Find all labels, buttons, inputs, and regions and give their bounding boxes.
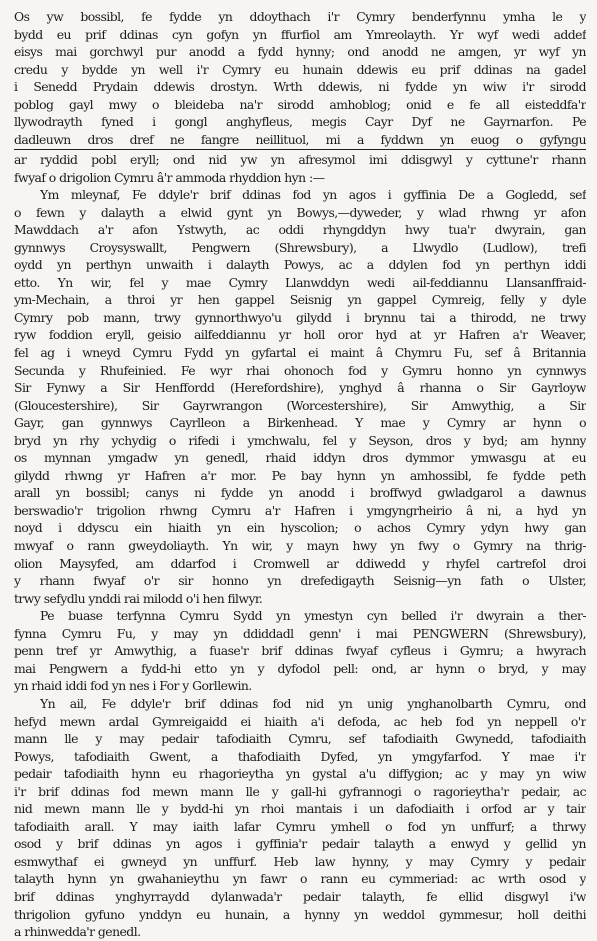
text-line: Mawddach a'r afon Ystwyth, ac oddi rhyngddyn hwy tua'r dwyrain, gan <box>14 222 586 238</box>
text-line: bydd eu prif ddinas cyn gofyn yn ffurfiol am Ymreolayth. Yr wyf wedi addef <box>14 26 586 42</box>
text-line: penn tref yr Amwythig, a fuase'r brif ddinas fwyaf cyfleus i Gymru; a hwyrach <box>14 643 586 659</box>
text-line: mann lle y may pedair tafodiaith Cymru, sef tafodiaith Gwynedd, tafodiaith <box>14 731 586 747</box>
text-line: Ym mleynaf, Fe ddyle'r brif ddinas fod yn agos i gyffinia De a Gogledd, sef <box>40 187 586 203</box>
text-line: os mynnan ymgadw yn genedl, rhaid iddyn dros dymmor ymwasgu at eu <box>14 450 586 466</box>
text-line: a rhinwedda'r genedl. <box>14 924 141 940</box>
text-line: Pe buase terfynna Cymru Sydd yn ymestyn cyn belled i'r dwyrain a ther- <box>40 608 586 624</box>
text-line: Powys, tafodiaith Gwent, a thafodiaith Dyfed, yn ymgyfarfod. Y mae i'r <box>14 748 586 764</box>
text-line: pedair tafodiaith hynn eu rhagorieytha yn gystal a'u diffygion; ac y may yn wiw <box>14 766 586 782</box>
text-line: fwyaf o drigolion Cymru â'r ammoda rhyddion hyn :— <box>14 169 325 185</box>
text-line: brif ddinas ynghyrraydd dylanwada'r pedair talayth, fe ellid disgwyl i'w <box>14 888 586 904</box>
text-line: (Gloucestershire), Sir Gayrwrangon (Worcestershire), Sir Amwythig, a Sir <box>14 397 586 413</box>
text-line: oydd yn perthyn unwaith i dalayth Powys, ac a ddylen fod yn perthyn iddi <box>14 257 586 273</box>
text-line: yn rhaid iddi fod yn nes i For y Gorllewin. <box>14 678 252 694</box>
text-line: mwyaf o rann gweydoliayth. Yn wir, y mayn hwy yn fwy o Gymry na thrig- <box>14 538 586 554</box>
text-line: Secunda y Rhufeinied. Fe wyr rhai ohonoch fod y Gymru honno yn cynnwys <box>14 362 586 378</box>
text-line: tafodiaith arall. Y may iaith lafar Cymru ymhell o fod yn unffurf; a thrwy <box>14 818 586 834</box>
text-line: fynna Cymru Fu, y may yn ddiddadl genn' i mai PENGWERN (Shrewsbury), <box>14 625 586 641</box>
text-line: o fewn y dalayth a elwid gynt yn Bowys,—dyweder, y wlad rhwng yr afon <box>14 204 586 220</box>
text-line: ryw foddion eryll, geisio ailfeddiannu yr holl oror hyd at yr Hafren a'r Weaver, <box>14 327 586 343</box>
text-line: osod y brif ddinas yn agos i gyffinia'r pedair talayth a enwyd y gellid yn <box>14 836 586 852</box>
text-line: trwy sefydlu ynddi rai milodd o'i hen filwyr. <box>14 590 263 606</box>
text-line: eisys mai gorchwyl pur anodd a fydd hynny; ond anodd ne amgen, yr wyf yn <box>14 44 586 60</box>
text-line: hefyd mewn ardal Gymreigaidd ei hiaith a'i defoda, ac heb fod yn neppell o'r <box>14 713 586 729</box>
text-line: Gayr, gan gynnwys Cayrlleon a Birkenhead. Y mae y Cymry ar hynn o <box>14 415 586 431</box>
text-line: gilydd rhwng yr Hafren a'r mor. Pe bay hynn yn amhossibl, fe fydde peth <box>14 467 586 483</box>
text-line: noyd i ddyscu ein hiaith yn ein hyscolion; o achos Cymry ydyn hwy gan <box>14 520 586 536</box>
text-line: poblog gayl mwy o bleideba na'r sirodd amhoblog; onid e fe all eisteddfa'r <box>14 96 586 112</box>
body-text <box>14 151 586 941</box>
text-line: bryd yn rhy ychydig o rifedi i ymchwalu, fel y Seyson, dros y byd; am hynny <box>14 432 586 448</box>
text-line: dadleuwn dros dref ne fangre neillituol, mi a fyddwn yn euog o gyfyngu <box>14 131 586 147</box>
text-line: berswadio'r trigolion rhwng Cymru a'r Hafren i ymgyngrheirio â ni, a hyd yn <box>14 502 586 518</box>
top-paragraph <box>14 8 586 148</box>
text-line: fel ag i wneyd Cymru Fydd yn gyfartal ei maint â Chymru Fu, sef â Britannia <box>14 345 586 361</box>
text-line: Cymry pob mann, trwy gynnorthwyo'u gilydd i brynnu tai a thirodd, ne trwy <box>14 309 586 325</box>
text-line: esmwythaf ei gwneyd yn unffurf. Heb law hynny, y may Cymry y pedair <box>14 853 586 869</box>
text-line: y rhann fwyaf o'r sir honno yn drefedigayth Seisnig—yn fath o Ulster, <box>14 573 586 589</box>
text-line: ar ryddid pobl eryll; ond nid yw yn afresymol imi ddisgwyl y cyttune'r rhann <box>14 152 586 167</box>
text-line: thrigolion gyfuno ynddyn eu hunain, a hynny yn weddol gymmesur, holl deithi <box>14 906 586 922</box>
text-line: credu y bydde yn well i'r Cymry eu hunain ddewis eu prif ddinas na gadel <box>14 61 586 77</box>
text-line: ym-Mechain, a throi yr hen gappel Seisnig yn gappel Cymreig, felly y dyle <box>14 292 586 308</box>
text-line: nid mewn mann lle y bydd-hi yn rhoi mantais i un dafodiaith i orfod ar y tair <box>14 801 586 817</box>
text-line: talayth hynn yn gwahanieythu yn fawr o rann eu cymmeriad: ac wrth osod y <box>14 871 586 887</box>
text-line: gynnwys Croysyswallt, Pengwern (Shrewsbury), a Llwydlo (Ludlow), trefi <box>14 239 586 255</box>
text-line: Sir Fynwy a Sir Henffordd (Herefordshire), ynghyd â rhanna o Sir Gayrloyw <box>14 380 586 396</box>
text-line: Os yw bossibl, fe fydde yn ddoythach i'r Cymry benderfynnu ymha le y <box>14 9 586 24</box>
text-line: i Senedd Prydain ddewis drostyn. Wrth ddewis, ni fydde yn wiw i'r sirodd <box>14 79 586 95</box>
text-line: Yn ail, Fe ddyle'r brif ddinas fod nid yn unig ynghanolbarth Cymru, ond <box>40 695 586 711</box>
page-fold-rule <box>14 149 586 150</box>
text-line: olion Maysyfed, am ddarfod i Cromwell ar ddiwedd y rhyfel cartrefol droi <box>14 555 586 571</box>
text-line: i'r brif ddinas fod mewn mann lle y gall-hi gyfrannogi o ragorieytha'r pedair, ac <box>14 783 586 799</box>
text-line: llywodrayth fyned i gongl anghyfleus, megis Cayr Dyf ne Gayrnarfon. Pe <box>14 114 586 130</box>
text-line: arall yn bossibl; canys ni fydde yn anodd i broffwyd gwladgarol a dawnus <box>14 485 586 501</box>
text-line: mai Pengwern a fydd-hi etto yn y dyfodol pell: ond, ar hynn o bryd, y may <box>14 660 586 676</box>
text-line: etto. Yn wir, fel y mae Cymry Llanwddyn wedi ail-feddiannu Llansanffraid- <box>14 274 586 290</box>
